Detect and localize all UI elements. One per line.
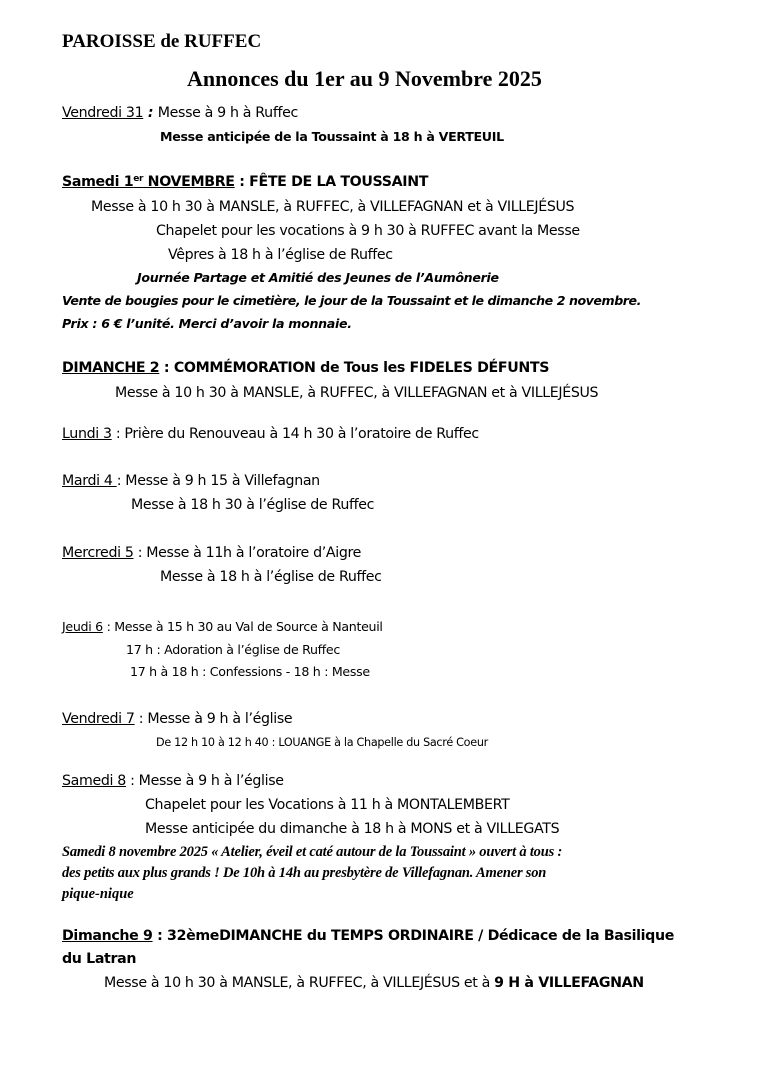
feast-name: : COMMÉMORATION de Tous les FIDELES DÉFUNTS (159, 360, 550, 376)
page-title: Annonces du 1er au 9 Novembre 2025 (187, 66, 542, 91)
day-label: Mercredi 5 (62, 545, 134, 561)
samedi1-line6: Prix : 6 € l’unité. Merci d’avoir la monnaie. (62, 316, 352, 331)
samedi8-note-line3: pique-nique (62, 886, 134, 902)
samedi8-line3: Messe anticipée du dimanche à 18 h à MONS et à VILLEGATS (145, 821, 560, 837)
samedi1-heading (62, 175, 428, 189)
mardi4-line2: Messe à 18 h 30 à l’église de Ruffec (131, 497, 375, 513)
separator: : (143, 105, 158, 121)
event-text: : Messe à 15 h 30 au Val de Source à Nanteuil (102, 619, 383, 634)
samedi8-line1 (62, 774, 284, 788)
dimanche9-heading-cont: du Latran (62, 951, 137, 967)
day-label: Samedi 1er NOVEMBRE (62, 174, 235, 190)
dimanche2-line1: Messe à 10 h 30 à MANSLE, à RUFFEC, à VILLEFAGNAN et à VILLEJÉSUS (115, 385, 599, 401)
event-text: : Messe à 9 h 15 à Villefagnan (116, 473, 320, 489)
samedi1-line1: Messe à 10 h 30 à MANSLE, à RUFFEC, à VILLEFAGNAN et à VILLEJÉSUS (91, 199, 575, 215)
day-label: DIMANCHE 2 (62, 360, 160, 376)
samedi1-line5: Vente de bougies pour le cimetière, le jour de la Toussaint et le dimanche 2 novembre. (62, 293, 641, 308)
parish-name: PAROISSE de RUFFEC (62, 31, 262, 52)
day-label: Jeudi 6 (62, 619, 103, 634)
vendredi7-line1 (62, 712, 292, 726)
event-text: : Messe à 9 h à l’église (125, 773, 284, 789)
mercredi5-line1 (62, 546, 361, 560)
day-label: Lundi 3 (62, 426, 112, 442)
dimanche2-heading (62, 361, 549, 375)
lundi3-line1 (62, 427, 479, 441)
day-label: Vendredi 7 (62, 711, 135, 727)
samedi8-line2: Chapelet pour les Vocations à 11 h à MONTALEMBERT (145, 797, 510, 813)
day-label: Mardi 4 (62, 473, 117, 489)
day-label: Samedi 8 (62, 773, 126, 789)
event-text: : Prière du Renouveau à 14 h 30 à l’oratoire de Ruffec (111, 426, 479, 442)
samedi8-note-line2: des petits aux plus grands ! De 10h à 14h au presbytère de Villefagnan. Amener son (62, 865, 547, 881)
event-text: : Messe à 9 h à l’église (134, 711, 293, 727)
vendredi31-line2: Messe anticipée de la Toussaint à 18 h à VERTEUIL (160, 129, 504, 144)
vendredi7-line2: De 12 h 10 à 12 h 40 : LOUANGE à la Chapelle du Sacré Coeur (156, 736, 488, 749)
vendredi31-line1 (62, 106, 298, 120)
event-text: Messe à 10 h 30 à MANSLE, à RUFFEC, à VILLEJÉSUS et à (104, 975, 495, 991)
samedi1-line4: Journée Partage et Amitié des Jeunes de l’Aumônerie (137, 270, 499, 285)
samedi1-line3: Vêpres à 18 h à l’église de Ruffec (168, 247, 393, 263)
event-text: : Messe à 11h à l’oratoire d’Aigre (133, 545, 362, 561)
feast-name: : 32èmeDIMANCHE du TEMPS ORDINAIRE / Dédicace de la Basilique (152, 928, 674, 944)
day-label: Dimanche 9 (62, 928, 153, 944)
jeudi6-line1 (62, 621, 383, 634)
dimanche9-line1 (104, 976, 644, 990)
mardi4-line1 (62, 474, 320, 488)
samedi1-line2: Chapelet pour les vocations à 9 h 30 à RUFFEC avant la Messe (156, 223, 580, 239)
jeudi6-line2: 17 h : Adoration à l’église de Ruffec (126, 642, 341, 657)
feast-name: : FÊTE DE LA TOUSSAINT (234, 174, 429, 190)
event-text: Messe à 9 h à Ruffec (157, 105, 298, 121)
jeudi6-line3: 17 h à 18 h : Confessions - 18 h : Messe (130, 664, 370, 679)
dimanche9-heading (62, 929, 674, 943)
event-text-bold: 9 H à VILLEFAGNAN (494, 975, 644, 991)
samedi8-note-line1: Samedi 8 novembre 2025 « Atelier, éveil et caté autour de la Toussaint » ouvert à tous : (62, 844, 563, 860)
day-label: Vendredi 31 (62, 105, 144, 121)
mercredi5-line2: Messe à 18 h à l’église de Ruffec (160, 569, 382, 585)
